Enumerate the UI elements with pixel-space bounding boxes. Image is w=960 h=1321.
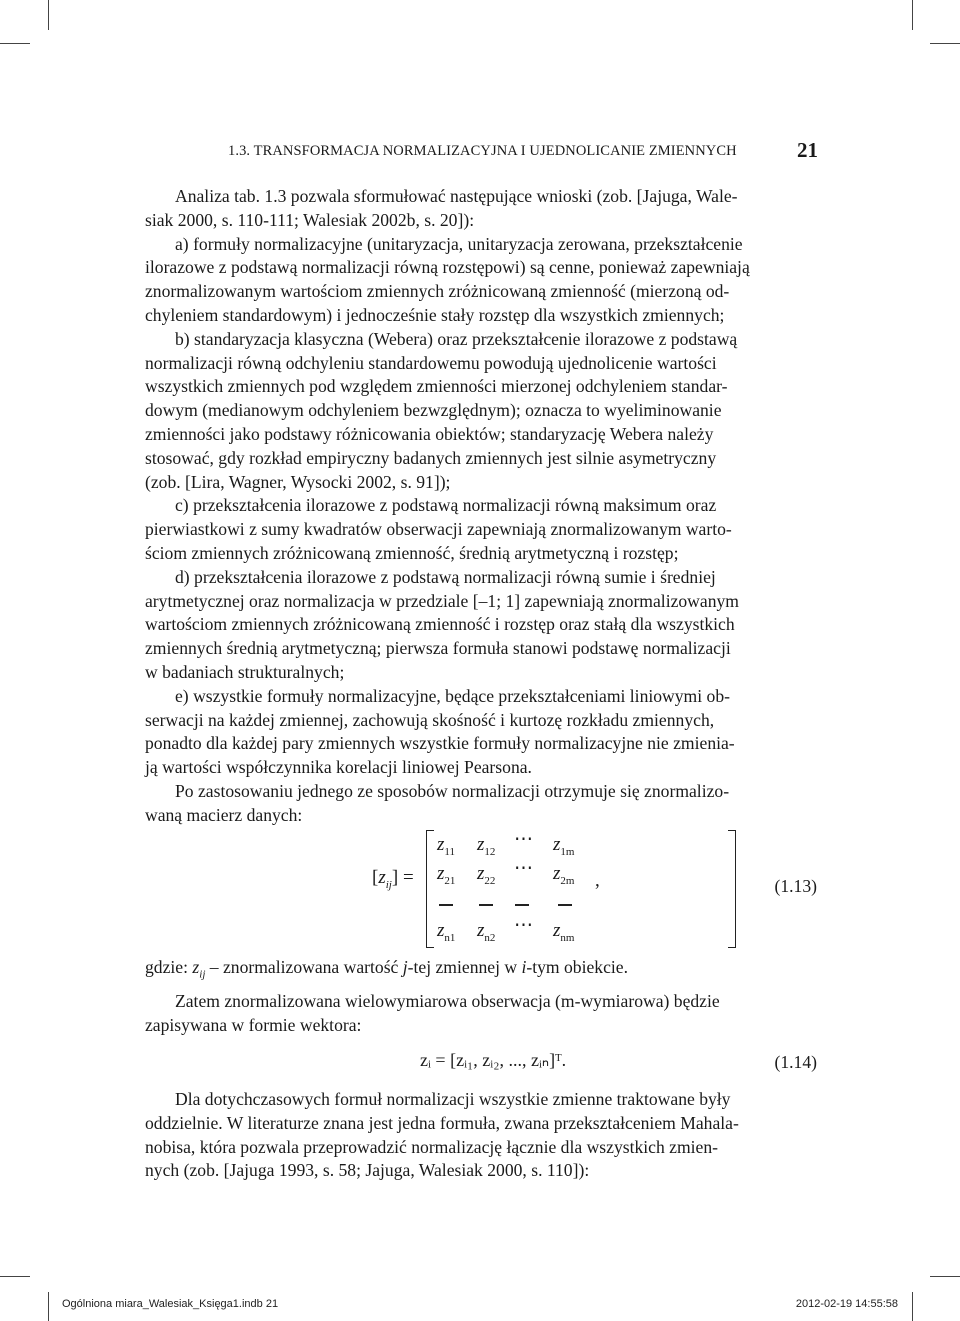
cell-var: ⋯ (514, 915, 533, 936)
running-title: 1.3. TRANSFORMACJA NORMALIZACYJNA I UJEDNOLICANIE ZMIENNYCH (228, 143, 737, 159)
matrix-cell (477, 863, 495, 887)
text-line: siak 2000, s. 110-111; Walesiak 2002b, s. 20]): (145, 209, 475, 230)
text-line: Po zastosowaniu jednego ze sposobów normalizacji otrzymuje się znormalizo- (175, 780, 730, 801)
cell-sub: 21 (444, 874, 456, 887)
crop-mark (48, 1292, 49, 1321)
text-line: nych (zob. [Jajuga 1993, s. 58; Jajuga, Walesiak 2000, s. 110]): (145, 1160, 590, 1181)
text-line: b) standaryzacja klasyczna (Webera) oraz przekształcenie ilorazowe z podstawą (175, 328, 738, 349)
where-line (145, 956, 817, 987)
text-line: zmienności jako podstawy różnicowania obiektów; standaryzację Webera należy (145, 423, 714, 444)
text-line: a) formuły normalizacyjne (unitaryzacja, unitaryzacja zerowana, przekształcenie (175, 233, 743, 254)
matrix-dash (515, 904, 529, 906)
where-i: i (521, 957, 527, 977)
where-text: -tej zmiennej w (407, 957, 522, 977)
matrix-dash (439, 904, 453, 906)
cell-sub: nm (560, 931, 575, 944)
matrix-dash (479, 904, 493, 906)
equation-1-14 (145, 1050, 817, 1076)
crop-mark (48, 0, 49, 30)
cell-var: z (437, 920, 445, 941)
text-line: chyleniem standardowym) i jednocześnie stały rozstęp dla wszystkich zmiennych; (145, 304, 725, 325)
cell-sub: 11 (444, 845, 455, 858)
text-line: d) przekształcenia ilorazowe z podstawą normalizacji równą sumie i średniej (175, 566, 716, 587)
matrix-cell (514, 857, 533, 880)
crop-mark (930, 1276, 960, 1277)
footer-timestamp: 2012-02-19 14:55:58 (795, 1298, 898, 1310)
matrix-left-bracket (426, 830, 434, 948)
text-line: znormalizowanym wartościom zmiennych zróżnicowaną zmienność (mierzoną od- (145, 281, 730, 302)
text-line: wartościom zmiennych zróżnicowaną zmienność i rozstęp oraz stałą dla wszystkich (145, 614, 735, 635)
matrix-comma: , (595, 870, 600, 891)
text-line: zapisywana w formie wektora: (145, 1014, 362, 1035)
text-line: e) wszystkie formuły normalizacyjne, będące przekształceniami liniowymi ob- (175, 685, 730, 706)
footer-filename: Ogólniona miara_Walesiak_Księga1.indb 21 (62, 1298, 279, 1310)
where-definition (145, 956, 817, 987)
matrix-cell (437, 863, 455, 887)
cell-var: z (477, 863, 485, 884)
matrix-cell (553, 920, 574, 944)
text-line: Analiza tab. 1.3 pozwala sformułować następujące wnioski (zob. [Jajuga, Wale- (175, 186, 738, 206)
text-line: c) przekształcenia ilorazowe z podstawą normalizacji równą maksimum oraz (175, 495, 717, 516)
cell-sub: 2m (560, 874, 575, 887)
crop-mark (912, 0, 913, 30)
cell-var: z (553, 834, 561, 855)
equals-sign: = (402, 867, 414, 888)
cell-sub: 12 (484, 845, 496, 858)
equation-1-13 (145, 830, 817, 950)
matrix-cell (553, 834, 574, 858)
where-var: z (192, 957, 200, 977)
text-line: Zatem znormalizowana wielowymiarowa obserwacja (m-wymiarowa) będzie (175, 991, 720, 1011)
paragraph-e (145, 685, 817, 780)
cell-var: z (477, 834, 485, 855)
cell-var: z (553, 920, 561, 941)
matrix-variable: z (378, 867, 386, 888)
cell-var: ⋯ (514, 858, 533, 879)
text-line: oddzielnie. W literaturze znana jest jedna formuła, zwana przekształceniem Mahala- (145, 1112, 739, 1133)
equation-number-1-14: (1.14) (774, 1052, 817, 1072)
text-line: Dla dotychczasowych formuł normalizacji wszystkie zmienne traktowane były (175, 1089, 731, 1109)
where-text: -tym obiekcie. (526, 957, 628, 977)
text-line: ją wartości współczynnika korelacji liniowej Pearsona. (145, 757, 532, 778)
cell-sub: n1 (444, 931, 456, 944)
matrix-cell (437, 920, 455, 944)
where-label: gdzie: (145, 957, 188, 977)
text-block-2 (145, 990, 817, 1038)
paragraph-intro (145, 185, 817, 233)
page-number: 21 (797, 138, 818, 162)
where-sub: ij (199, 968, 206, 981)
matrix-cell (477, 834, 495, 858)
text-block-1 (145, 185, 817, 828)
text-line: ściom zmiennych zróżnicowaną zmienność, średnią arytmetyczną i rozstęp; (145, 542, 679, 563)
text-line: zmiennych średnią arytmetyczną; pierwsza formuła stanowi podstawę normalizacji (145, 638, 731, 659)
matrix-cell (477, 920, 495, 944)
text-block-3 (145, 1088, 817, 1183)
where-j: j (402, 957, 408, 977)
paragraph-a (145, 233, 817, 328)
crop-mark (0, 1276, 30, 1277)
text-line: w badaniach strukturalnych; (145, 661, 345, 682)
cell-sub: n2 (484, 931, 496, 944)
cell-sub: 22 (484, 874, 496, 887)
matrix-right-bracket (728, 830, 736, 948)
matrix-cell (437, 834, 455, 858)
text-line: waną macierz danych: (145, 804, 303, 825)
text-line: dowym (medianowym odchyleniem bezwzględnym); oznacza to wyeliminowanie (145, 400, 722, 421)
paragraph-po-zastosowaniu (145, 780, 817, 828)
crop-mark (930, 43, 960, 44)
matrix-cell (553, 863, 574, 887)
matrix-subscript: ij (385, 878, 392, 891)
matrix-dash (558, 904, 572, 906)
cell-var: z (437, 863, 445, 884)
cell-var: z (437, 834, 445, 855)
cell-sub: 1m (560, 845, 575, 858)
cell-var: z (553, 863, 561, 884)
text-line: arytmetycznej oraz normalizacja w przedziale [–1; 1] zapewniają znormalizowanym (145, 590, 739, 611)
matrix-cell (514, 828, 533, 851)
cell-var: ⋯ (514, 829, 533, 850)
vector-expression: zᵢ = [zᵢ₁, zᵢ₂, ..., zᵢₙ]ᵀ. (420, 1050, 567, 1070)
text-line: serwacji na każdej zmiennej, zachowują skośność i kurtozę rozkładu zmiennych, (145, 709, 715, 730)
text-line: stosować, gdy rozkład empiryczny badanych zmiennych jest silnie asymetryczny (145, 447, 717, 468)
text-line: ilorazowe z podstawą normalizacji równą rozstępowi) są cenne, ponieważ zapewniają (145, 257, 750, 278)
cell-var: z (477, 920, 485, 941)
crop-mark (0, 43, 30, 44)
running-header (228, 140, 818, 164)
paragraph-b (145, 328, 817, 495)
text-line: pierwiastkowi z sumy kwadratów obserwacji zapewniają znormalizowanym warto- (145, 519, 732, 540)
equation-number-1-13: (1.13) (774, 876, 817, 896)
paragraph-c (145, 494, 817, 565)
paragraph-mahalanobis (145, 1088, 817, 1183)
text-line: ponadto dla każdej pary zmiennych wszystkie formuły normalizacyjne nie zmienia- (145, 733, 735, 754)
matrix-lhs: $[z_{ij}]$ = (372, 867, 414, 891)
text-line: (zob. [Lira, Wagner, Wysocki 2002, s. 91]); (145, 471, 451, 492)
text-line: nobisa, która pozwala przeprowadzić normalizację łącznie dla wszystkich zmien- (145, 1136, 719, 1157)
crop-mark (912, 1292, 913, 1321)
text-line: wszystkich zmiennych pod względem zmienności mierzonej odchyleniem standar- (145, 376, 728, 397)
paragraph-d (145, 566, 817, 685)
paragraph-zatem (145, 990, 817, 1038)
matrix-cell (514, 914, 533, 937)
where-text: – znormalizowana wartość (205, 957, 403, 977)
text-line: normalizacji równą odchyleniu standardowemu powodują ujednolicenie wartości (145, 352, 717, 373)
